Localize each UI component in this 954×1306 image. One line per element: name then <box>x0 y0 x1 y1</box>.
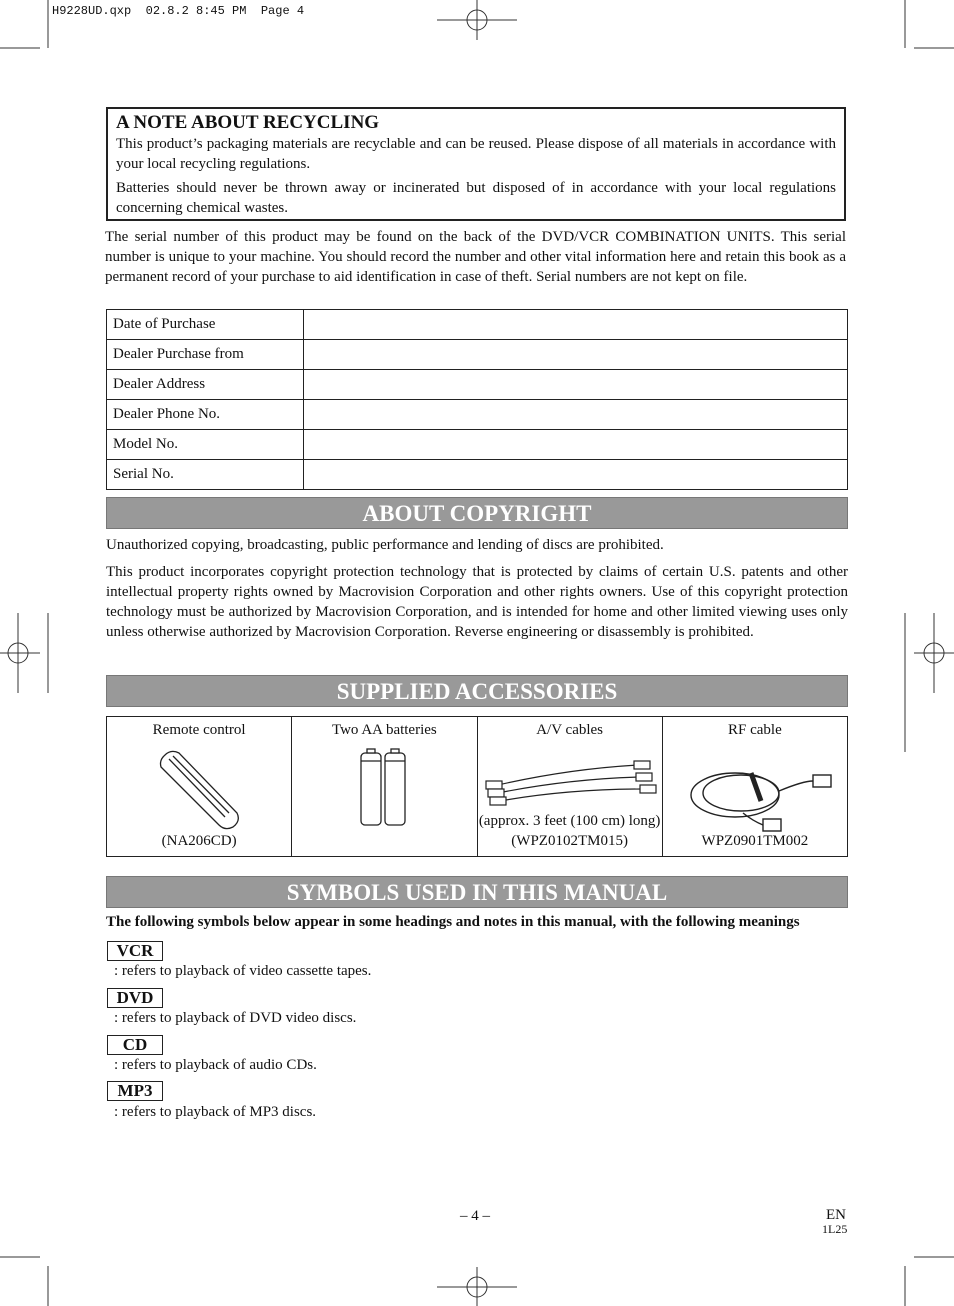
accessories-heading: SUPPLIED ACCESSORIES <box>106 675 848 707</box>
mp3-symbol-badge: MP3 <box>107 1081 163 1101</box>
recycling-paragraph-2: Batteries should never be thrown away or incinerated but disposed of in accordance with your local regulations concerning chemical wastes. <box>116 180 836 216</box>
page-number: – 4 – <box>460 1208 490 1224</box>
accessory-name: A/V cables <box>536 722 604 738</box>
row-label: Dealer Phone No. <box>107 400 304 430</box>
rf-cable-icon <box>663 747 847 833</box>
accessory-batteries <box>292 717 477 856</box>
row-value-blank <box>304 400 848 430</box>
row-value-blank <box>304 460 848 490</box>
row-value-blank <box>304 370 848 400</box>
accessory-code: WPZ0901TM002 <box>701 833 809 849</box>
recycling-paragraph-1: This product’s packaging materials are recyclable and can be reused. Please dispose of all materials in accordance with your local recycling regulations. <box>116 136 836 172</box>
copyright-paragraph-2: This product incorporates copyright protection technology that is protected by claims of certain U.S. patents and other intellectual property rights owned by Macrovision Corporation and other rights owners. Use of this copyright protection technology must be authorized by Macrovision Corporation, and is intended for home and other limited viewing uses only unless otherwise authorized by Macrovision Corporation. Reverse engineering or disassembly is prohibited. <box>106 564 848 640</box>
dvd-symbol-badge: DVD <box>107 988 163 1008</box>
symbols-lead: The following symbols below appear in some headings and notes in this manual, with the following meanings <box>106 914 800 930</box>
accessory-name: Two AA batteries <box>331 722 437 738</box>
mp3-symbol-desc: : refers to playback of MP3 discs. <box>114 1104 317 1120</box>
accessory-rf-cable <box>663 717 847 856</box>
file-header: H9228UD.qxp 02.8.2 8:45 PM Page 4 <box>52 4 305 18</box>
purchase-record-table <box>106 309 848 490</box>
vcr-symbol-badge: VCR <box>107 941 163 961</box>
row-value-blank <box>304 340 848 370</box>
row-label: Model No. <box>107 430 304 460</box>
symbols-heading: SYMBOLS USED IN THIS MANUAL <box>106 876 848 908</box>
copyright-paragraph-1: Unauthorized copying, broadcasting, public performance and lending of discs are prohibited. <box>106 537 664 553</box>
accessories-table <box>106 716 848 857</box>
dvd-symbol-desc: : refers to playback of DVD video discs. <box>114 1010 357 1026</box>
accessory-name: Remote control <box>152 722 246 738</box>
table-row <box>107 400 848 430</box>
battery-icon <box>292 747 476 837</box>
cd-symbol-badge: CD <box>107 1035 163 1055</box>
av-cable-icon <box>478 747 662 813</box>
accessory-av-cables <box>478 717 663 856</box>
table-row <box>107 370 848 400</box>
row-label: Dealer Address <box>107 370 304 400</box>
row-value-blank <box>304 430 848 460</box>
recycling-title: A NOTE ABOUT RECYCLING <box>116 112 380 133</box>
document-code: 1L25 <box>822 1222 848 1236</box>
language-code: EN <box>826 1207 846 1223</box>
vcr-symbol-desc: : refers to playback of video cassette tapes. <box>114 963 372 979</box>
accessory-remote-control <box>107 717 292 856</box>
table-row <box>107 310 848 340</box>
row-value-blank <box>304 310 848 340</box>
accessory-code: (NA206CD) <box>161 833 237 849</box>
table-row <box>107 460 848 490</box>
table-row <box>107 340 848 370</box>
copyright-heading: ABOUT COPYRIGHT <box>106 497 848 529</box>
cd-symbol-desc: : refers to playback of audio CDs. <box>114 1057 317 1073</box>
row-label: Date of Purchase <box>107 310 304 340</box>
accessory-code: (approx. 3 feet (100 cm) long) (WPZ0102TM015) <box>478 813 661 849</box>
table-row <box>107 430 848 460</box>
recycling-note-box <box>106 107 846 221</box>
serial-number-paragraph: The serial number of this product may be found on the back of the DVD/VCR COMBINATION UNITS. This serial number is unique to your machine. You should record the number and other vital information here and retain this book as a permanent record of your purchase to aid identification in case of theft. Serial numbers are not kept on file. <box>105 229 846 285</box>
row-label: Serial No. <box>107 460 304 490</box>
remote-control-icon <box>107 747 291 837</box>
accessory-name: RF cable <box>728 722 782 738</box>
row-label: Dealer Purchase from <box>107 340 304 370</box>
